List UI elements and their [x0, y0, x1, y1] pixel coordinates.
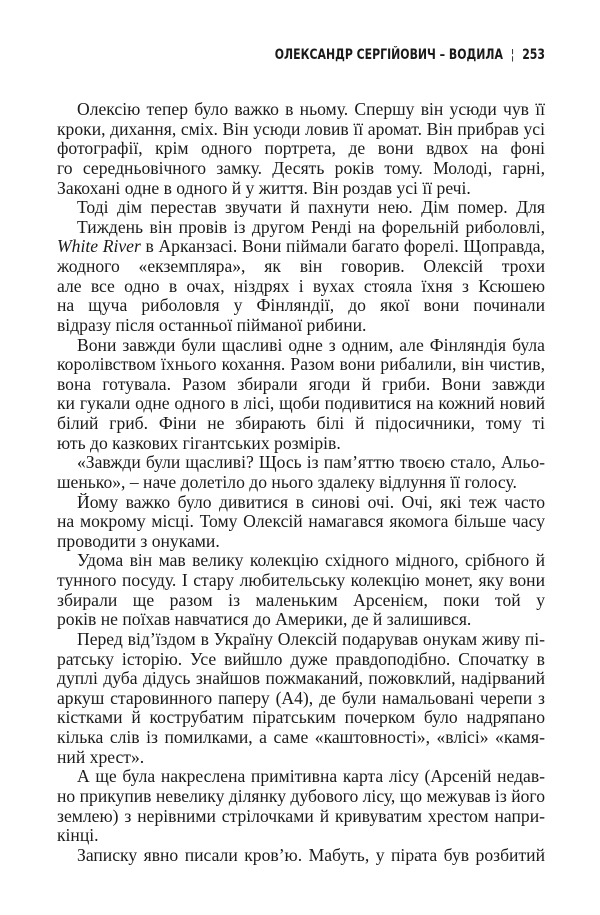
italic-phrase: White River — [57, 237, 141, 257]
text-line: але все одно в очах, ніздрях і вухах стояла їхня з Ксюшею — [57, 276, 545, 296]
text-line: А ще була накреслена примітивна карта лісу (Арсеній недав- — [77, 767, 545, 787]
text-line: Олексію тепер було важко в ньому. Спершу він усюди чув її — [77, 100, 545, 119]
text-line: збирали ще разом із маленьким Арсенієм, поки той у — [57, 590, 545, 610]
text-line: проводити з онуками. — [57, 531, 220, 551]
paragraph — [57, 100, 545, 198]
page-number: 253 — [522, 47, 545, 63]
paragraph — [57, 218, 545, 336]
running-header — [164, 47, 545, 63]
text-line: ний хрест». — [57, 747, 145, 767]
text-line: землею) з нерівними стрілочками й кривуватим хрестом напри- — [57, 806, 545, 826]
text-line: «Завжди були щасливі? Щось із пам’яттю твоєю стало, Альо- — [77, 453, 545, 473]
text-line: кілька слів із помилками, а саме «каштовності», «влісі» «камя- — [57, 728, 545, 747]
text-line: дуплі дуба дідусь знайшов пожмаканий, пожовклий, надірваний — [57, 669, 545, 689]
text-line: Тиждень він провів із другом Ренді на форельній риболовлі, — [77, 217, 545, 237]
text-line: на щуча риболовля у Фінляндії, до якої вони починали — [57, 296, 545, 316]
text-line: кінці. — [57, 826, 99, 846]
text-line: королівством їхнього кохання. Разом вони рибалили, він чистив, — [57, 355, 545, 375]
text-line: го середньовічного замку. Десять років тому. Молоді, гарні, — [57, 158, 545, 178]
page-body — [57, 100, 545, 865]
paragraph — [57, 630, 545, 767]
text-line: ратську історію. Усе вийшло дуже правдоподібно. Спочатку в — [57, 649, 545, 669]
text-line: ки гукали одне одного в лісі, щоби подивитися на кожний новий — [57, 394, 545, 414]
paragraph — [57, 198, 545, 218]
header-separator: ¦ — [510, 47, 515, 63]
paragraph — [57, 767, 545, 846]
text-line: жодного «екземпляра», як він говорив. Олексій трохи — [57, 257, 545, 276]
text-line: аркуш старовинного паперу (А4), де були намальовані черепи з — [57, 688, 545, 708]
text-line: фотографії, крім одного портрета, де вони вдвох на фоні — [57, 139, 545, 159]
text-line: ють до казкових гігантських розмірів. — [57, 433, 341, 453]
chapter-title: ОЛЕКСАНДР СЕРГІЙОВИЧ – ВОДИЛА — [274, 47, 503, 63]
text-line: кроки, дихання, сміх. Він усюди ловив її аромат. Він прибрав усі — [57, 119, 545, 139]
text-line: відразу після останньої пійманої рибини. — [57, 315, 367, 335]
paragraph — [57, 493, 545, 552]
text-line: білий гриб. Фіни не збирають білі й підосичники, тому ті — [57, 414, 545, 433]
text-line: років не поїхав навчатися до Америки, де й залишився. — [57, 610, 472, 630]
text-line: Перед від’їздом в Україну Олексій подарував онукам живу пі- — [77, 629, 545, 649]
paragraph — [57, 846, 545, 866]
text-line: вона готувала. Разом збирали ягоди й гриби. Вони завжди — [57, 374, 545, 394]
text-line: Вони завжди були щасливі одне з одним, але Фінляндія була — [77, 335, 545, 355]
text-line: Закохані одне в одного й у життя. Він роздав усі її речі. — [57, 178, 471, 198]
text-line: на мокрому місці. Тому Олексій намагався якомога більше часу — [57, 512, 545, 532]
text-line: White River в Арканзасі. Вони піймали багато форелі. Щоправда, — [57, 237, 545, 257]
paragraph — [57, 551, 545, 630]
text-line: Записку явно писали кров’ю. Мабуть, у пірата був розбитий — [77, 845, 545, 865]
text-line: тунного посуду. І стару любительську колекцію монет, яку вони — [57, 571, 545, 590]
paragraph — [57, 336, 545, 454]
text-line: кістками й кострубатим піратським почерком було надряпано — [57, 708, 545, 728]
text-line: но прикупив невелику ділянку дубового лісу, що межував із його — [57, 786, 545, 806]
text-line: Йому важко було дивитися в синові очі. Очі, які теж часто — [77, 492, 545, 512]
text-line: Удома він мав велику колекцію східного мідного, срібного й — [77, 551, 545, 571]
text-line: Тоді дім перестав звучати й пахнути нею. Дім помер. Для — [77, 198, 545, 218]
paragraph — [57, 453, 545, 492]
text-line: шенько», – наче долетіло до нього здалеку відлуння її голосу. — [57, 472, 517, 492]
